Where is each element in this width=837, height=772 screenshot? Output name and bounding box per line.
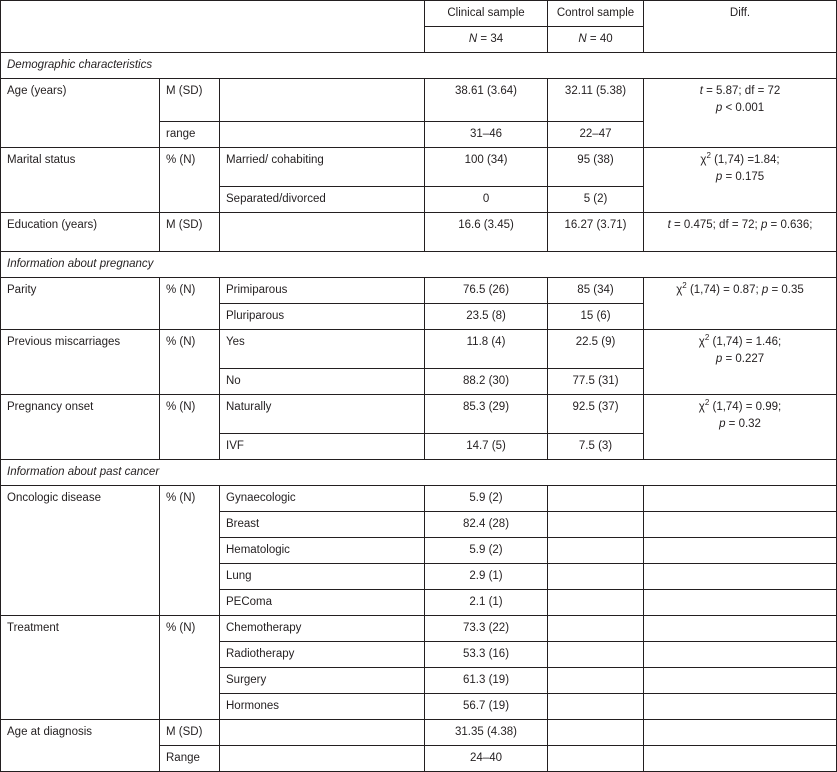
control-value [548,538,644,564]
diff-value [644,668,837,694]
section-row [1,460,837,486]
category-cell: Married/ cohabiting [220,148,425,187]
variable-label: Oncologic disease [1,486,160,616]
clinical-value: 11.8 (4) [425,330,548,369]
control-value [548,486,644,512]
clinical-value: 5.9 (2) [425,486,548,512]
stat-label: % (N) [160,148,220,213]
diff-value [644,694,837,720]
diff-value [644,746,837,772]
stat-label: M (SD) [160,720,220,746]
control-n: N = 40 [548,27,644,53]
table-row [1,148,837,187]
control-value: 32.11 (5.38) [548,79,644,122]
clinical-value: 82.4 (28) [425,512,548,538]
stat-label: % (N) [160,486,220,616]
variable-label: Age (years) [1,79,160,148]
clinical-n: N = 34 [425,27,548,53]
category-cell: Naturally [220,395,425,434]
clinical-value: 31.35 (4.38) [425,720,548,746]
diff-value: t = 0.475; df = 72; p = 0.636; [644,213,837,252]
category-cell: PEComa [220,590,425,616]
clinical-value: 0 [425,187,548,213]
control-value [548,616,644,642]
stat-label: % (N) [160,395,220,460]
stat-label: range [160,122,220,148]
diff-value [644,642,837,668]
clinical-value: 88.2 (30) [425,369,548,395]
section-demographic: Demographic characteristics [1,53,837,79]
table-row [1,79,837,122]
table-row [1,213,837,252]
category-cell [220,122,425,148]
section-pregnancy: Information about pregnancy [1,252,837,278]
clinical-value: 23.5 (8) [425,304,548,330]
category-cell: Separated/divorced [220,187,425,213]
diff-value [644,538,837,564]
control-value: 92.5 (37) [548,395,644,434]
category-cell: Primiparous [220,278,425,304]
category-cell: No [220,369,425,395]
diff-value [644,512,837,538]
clinical-value: 85.3 (29) [425,395,548,434]
stat-label: M (SD) [160,79,220,122]
table-row [1,278,837,304]
clinical-sample-header: Clinical sample [425,1,548,27]
category-cell [220,79,425,122]
category-cell: Pluriparous [220,304,425,330]
header-blank [1,1,425,53]
category-cell: Hormones [220,694,425,720]
variable-label: Pregnancy onset [1,395,160,460]
table-row [1,330,837,369]
stat-label: M (SD) [160,213,220,252]
clinical-value: 16.6 (3.45) [425,213,548,252]
variable-label: Education (years) [1,213,160,252]
clinical-value: 2.9 (1) [425,564,548,590]
section-row [1,53,837,79]
diff-value: $\chi^2$ (1,74) = 0.99; p = 0.32 [644,395,837,460]
section-row [1,252,837,278]
clinical-value: 24–40 [425,746,548,772]
clinical-value: 61.3 (19) [425,668,548,694]
diff-header: Diff. [644,1,837,53]
n-symbol: N [468,33,478,45]
stat-label: % (N) [160,278,220,330]
diff-value: $\chi^2$ (1,74) = 0.87; p = 0.35 [644,278,837,330]
control-value [548,668,644,694]
diff-value [644,616,837,642]
control-value: 7.5 (3) [548,434,644,460]
category-cell: Hematologic [220,538,425,564]
table-row [1,720,837,746]
control-value [548,642,644,668]
stat-label: % (N) [160,616,220,720]
category-cell [220,746,425,772]
control-sample-header: Control sample [548,1,644,27]
clinical-value: 5.9 (2) [425,538,548,564]
variable-label: Treatment [1,616,160,720]
control-value: 85 (34) [548,278,644,304]
diff-value [644,590,837,616]
header-row [1,1,837,27]
control-value: 95 (38) [548,148,644,187]
control-value: 5 (2) [548,187,644,213]
clinical-value: 31–46 [425,122,548,148]
category-cell [220,720,425,746]
n-symbol: N [578,33,587,45]
clinical-value: 76.5 (26) [425,278,548,304]
category-cell: Breast [220,512,425,538]
table-row [1,616,837,642]
clinical-value: 53.3 (16) [425,642,548,668]
control-value [548,694,644,720]
category-cell: Lung [220,564,425,590]
variable-label: Previous miscarriages [1,330,160,395]
table-row [1,395,837,434]
control-value [548,720,644,746]
stat-label: % (N) [160,330,220,395]
clinical-value: 38.61 (3.64) [425,79,548,122]
clinical-value: 100 (34) [425,148,548,187]
clinical-value: 2.1 (1) [425,590,548,616]
diff-value [644,564,837,590]
category-cell: Yes [220,330,425,369]
stat-label: Range [160,746,220,772]
variable-label: Age at diagnosis [1,720,160,772]
category-cell: Gynaecologic [220,486,425,512]
control-value [548,590,644,616]
diff-value: t = 5.87; df = 72 p < 0.001 [644,79,837,148]
control-value: 16.27 (3.71) [548,213,644,252]
variable-label: Marital status [1,148,160,213]
diff-value [644,486,837,512]
control-value: 22.5 (9) [548,330,644,369]
clinical-value: 73.3 (22) [425,616,548,642]
diff-value: $\chi^2$ (1,74) = 1.46; p = 0.227 [644,330,837,395]
clinical-value: 14.7 (5) [425,434,548,460]
category-cell: IVF [220,434,425,460]
category-cell: Surgery [220,668,425,694]
category-cell: Chemotherapy [220,616,425,642]
diff-value [644,720,837,746]
section-cancer: Information about past cancer [1,460,837,486]
control-value [548,512,644,538]
diff-value: $\chi^2$ (1,74) =1.84; p = 0.175 [644,148,837,213]
control-value [548,746,644,772]
control-value: 22–47 [548,122,644,148]
control-value: 77.5 (31) [548,369,644,395]
control-value: 15 (6) [548,304,644,330]
clinical-value: 56.7 (19) [425,694,548,720]
table-row [1,486,837,512]
control-value [548,564,644,590]
category-cell [220,213,425,252]
variable-label: Parity [1,278,160,330]
category-cell: Radiotherapy [220,642,425,668]
